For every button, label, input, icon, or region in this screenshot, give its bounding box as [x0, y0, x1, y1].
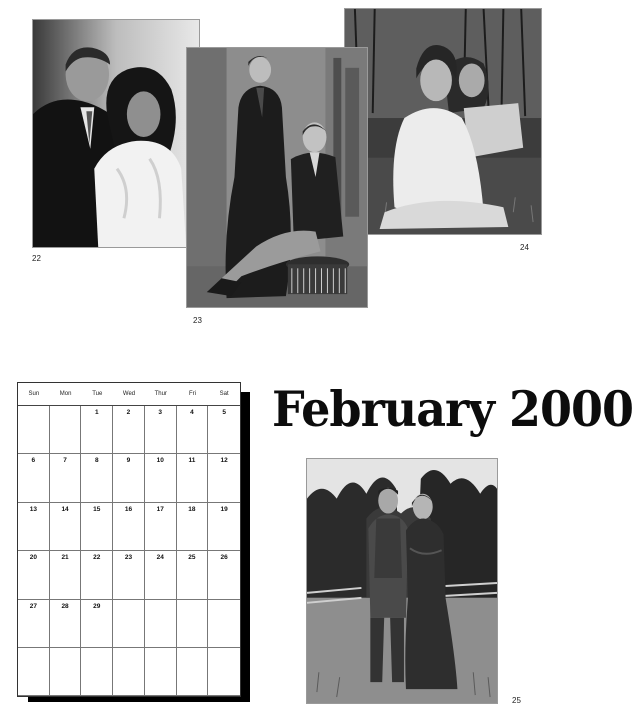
day-number: 11	[188, 457, 196, 465]
day-cell	[177, 406, 209, 454]
day-cell	[18, 600, 50, 648]
calendar-days	[18, 406, 240, 696]
photo-caption-23: 23	[193, 316, 202, 325]
day-number: 2	[126, 409, 131, 416]
day-cell	[145, 600, 177, 648]
day-cell	[50, 503, 82, 551]
calendar-weekday-header	[18, 383, 240, 406]
day-cell	[113, 551, 145, 599]
photo-25-image	[307, 459, 497, 703]
day-number: 5	[222, 409, 226, 416]
day-number: 15	[93, 505, 101, 513]
weekday-mon: Mon	[59, 391, 72, 397]
photo-24	[344, 8, 542, 235]
photo-22-image	[33, 20, 199, 247]
photo-caption-24: 24	[520, 243, 529, 252]
day-cell	[50, 600, 82, 648]
weekday-thur: Thur	[154, 391, 167, 397]
day-cell	[113, 648, 145, 696]
day-number: 21	[61, 554, 69, 562]
day-number: 27	[29, 602, 37, 610]
day-cell	[18, 503, 50, 551]
day-cell	[81, 454, 113, 502]
day-number: 12	[220, 457, 228, 465]
day-number: 17	[156, 505, 164, 513]
calendar-grid	[17, 382, 241, 697]
day-cell	[81, 551, 113, 599]
day-cell	[113, 406, 145, 454]
day-cell	[145, 454, 177, 502]
day-cell	[208, 406, 240, 454]
photo-25	[306, 458, 498, 704]
photo-caption-22: 22	[32, 254, 41, 263]
day-cell	[81, 503, 113, 551]
day-cell	[145, 406, 177, 454]
day-cell	[145, 503, 177, 551]
day-number: 22	[93, 554, 101, 562]
photo-23-image	[187, 48, 367, 307]
photo-24-image	[345, 9, 541, 234]
weekday-sun: Sun	[28, 391, 40, 397]
weekday-fri: Fri	[188, 391, 196, 397]
day-cell	[81, 600, 113, 648]
weekday-sat: Sat	[219, 391, 229, 397]
day-number: 20	[29, 554, 37, 562]
calendar-month-title: February 2000	[272, 380, 633, 438]
day-number: 4	[190, 409, 194, 416]
day-number: 8	[94, 457, 99, 465]
day-cell	[50, 551, 82, 599]
day-number: 19	[220, 505, 228, 513]
day-number: 13	[29, 505, 37, 513]
day-number: 7	[63, 457, 67, 465]
day-number: 14	[61, 505, 69, 513]
day-number: 9	[126, 457, 131, 465]
day-number: 25	[188, 554, 196, 562]
day-cell	[81, 648, 113, 696]
day-cell	[50, 406, 82, 454]
day-number: 29	[93, 602, 101, 610]
day-number: 23	[124, 554, 133, 562]
day-cell	[208, 600, 240, 648]
day-number: 24	[156, 554, 164, 562]
photo-22	[32, 19, 200, 248]
day-cell	[18, 648, 50, 696]
day-cell	[177, 503, 209, 551]
day-cell	[208, 648, 240, 696]
day-cell	[50, 454, 82, 502]
day-cell	[177, 454, 209, 502]
day-number: 16	[124, 505, 133, 513]
day-cell	[177, 648, 209, 696]
day-cell	[18, 406, 50, 454]
day-cell	[177, 600, 209, 648]
day-cell	[18, 551, 50, 599]
day-cell	[145, 551, 177, 599]
weekday-tue: Tue	[92, 391, 103, 397]
day-cell	[113, 454, 145, 502]
weekday-wed: Wed	[122, 391, 136, 397]
photo-caption-25: 25	[512, 696, 521, 705]
day-number: 1	[94, 409, 99, 416]
day-number: 26	[220, 554, 228, 562]
photo-23	[186, 47, 368, 308]
day-number: 3	[158, 409, 163, 416]
day-cell	[81, 406, 113, 454]
day-cell	[208, 454, 240, 502]
day-cell	[113, 503, 145, 551]
day-cell	[50, 648, 82, 696]
day-cell	[113, 600, 145, 648]
day-number: 6	[31, 457, 36, 465]
day-cell	[208, 503, 240, 551]
day-cell	[177, 551, 209, 599]
day-number: 18	[188, 505, 196, 513]
day-number: 10	[156, 457, 164, 465]
day-number: 28	[61, 602, 69, 610]
day-cell	[208, 551, 240, 599]
day-cell	[145, 648, 177, 696]
day-cell	[18, 454, 50, 502]
